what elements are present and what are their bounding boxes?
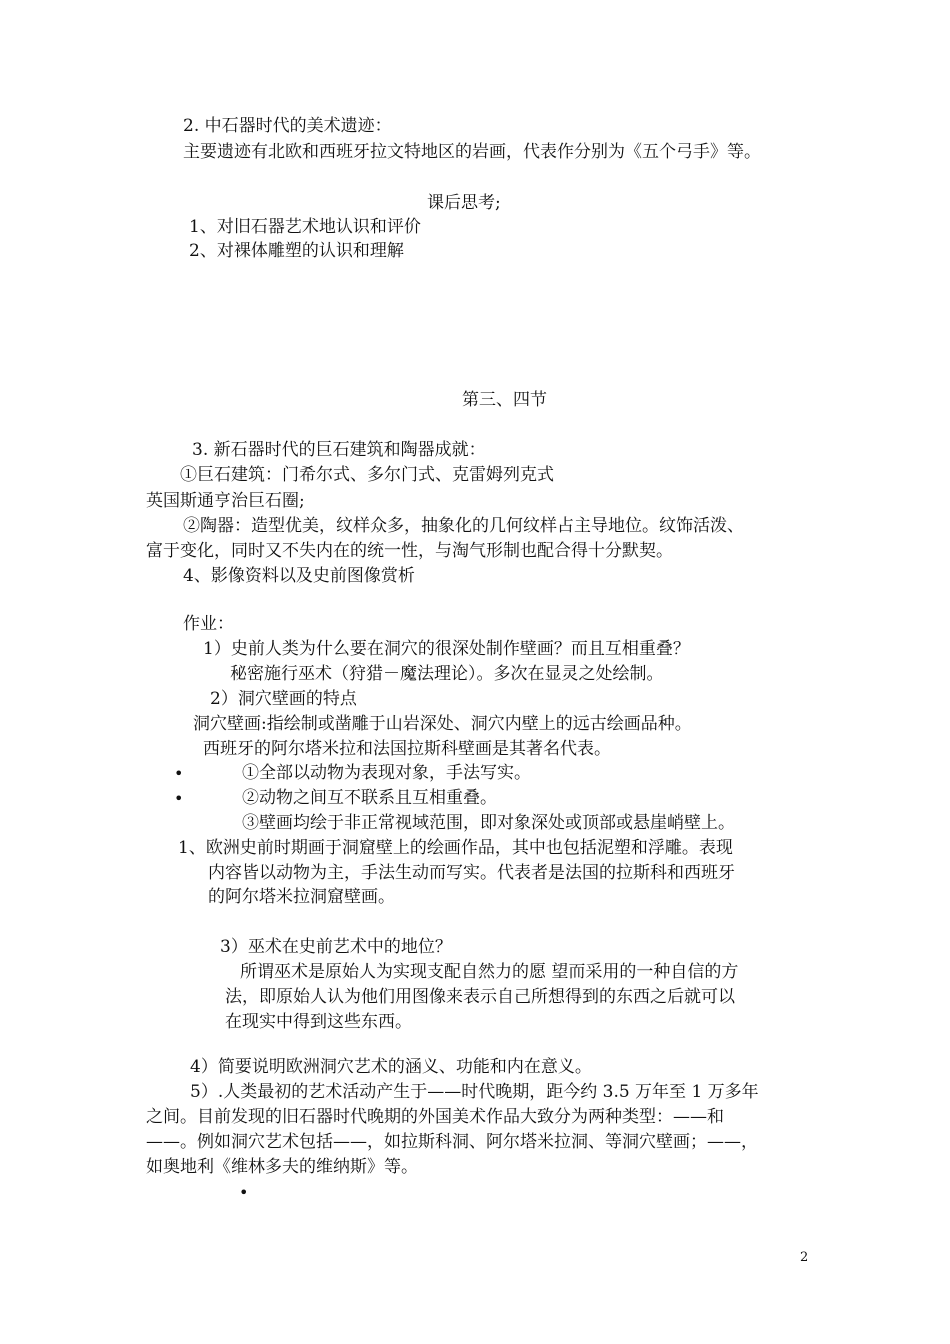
feature-item: ③壁画均绘于非正常视域范围，即对象深处或顶部或悬崖峭壁上。 bbox=[242, 813, 735, 833]
homework-question: 之间。目前发现的旧石器时代晚期的外国美术作品大致分为两种类型：——和 bbox=[146, 1107, 724, 1127]
homework-question: 3）巫术在史前艺术中的地位？ bbox=[220, 937, 452, 957]
europe-line: 1、欧洲史前时期画于洞窟壁上的绘画作品，其中也包括泥塑和浮雕。表现 bbox=[178, 838, 733, 858]
homework-question: 如奥地利《维林多夫的维纳斯》等。 bbox=[146, 1157, 418, 1177]
europe-line: 的阿尔塔米拉洞窟壁画。 bbox=[208, 887, 395, 907]
section-title: 第三、四节 bbox=[462, 390, 547, 410]
europe-line: 内容皆以动物为主，手法生动而写实。代表者是法国的拉斯科和西班牙 bbox=[208, 863, 735, 883]
representative-line: 西班牙的阿尔塔米拉和法国拉斯科壁画是其著名代表。 bbox=[203, 739, 611, 759]
bullet-point: • bbox=[174, 764, 184, 783]
megalith-line: ①巨石建筑：门希尔式、多尔门式、克雷姆列克式 bbox=[180, 465, 554, 485]
homework-answer: 秘密施行巫术（狩猎－魔法理论）。多次在显灵之处绘制。 bbox=[230, 664, 664, 684]
bullet-point: • bbox=[239, 1183, 249, 1202]
homework-question: 4）简要说明欧洲洞穴艺术的涵义、功能和内在意义。 bbox=[190, 1057, 592, 1077]
homework-question: 1）史前人类为什么要在洞穴的很深处制作壁画？而且互相重叠？ bbox=[203, 639, 690, 659]
homework-answer: 法，即原始人认为他们用图像来表示自己所想得到的东西之后就可以 bbox=[225, 987, 735, 1007]
homework-answer: 在现实中得到这些东西。 bbox=[225, 1012, 412, 1032]
homework-answer: 所谓巫术是原始人为实现支配自然力的愿 望而采用的一种自信的方 bbox=[240, 962, 739, 982]
mesolithic-text: 主要遗迹有北欧和西班牙拉文特地区的岩画，代表作分别为《五个弓手》等。 bbox=[183, 142, 761, 162]
homework-question: 2）洞穴壁画的特点 bbox=[210, 689, 357, 709]
item-4: 4、影像资料以及史前图像赏析 bbox=[183, 566, 415, 586]
after-class-title: 课后思考; bbox=[427, 193, 501, 213]
after-class-item: 2、对裸体雕塑的认识和理解 bbox=[189, 241, 404, 261]
megalith-line: 英国斯通亨治巨石圈; bbox=[146, 491, 305, 511]
homework-question: ——。例如洞穴艺术包括——，如拉斯科洞、阿尔塔米拉洞、等洞穴壁画；——， bbox=[146, 1132, 758, 1152]
definition-line: 洞穴壁画:指绘制或凿雕于山岩深处、洞穴内壁上的远古绘画品种。 bbox=[193, 714, 692, 734]
after-class-item: 1、对旧石器艺术地认识和评价 bbox=[189, 217, 421, 237]
page-number: 2 bbox=[800, 1250, 809, 1265]
homework-question: 5）.人类最初的艺术活动产生于——时代晚期，距今约 3.5 万年至 1 万多年 bbox=[190, 1082, 759, 1102]
bullet-point: • bbox=[174, 789, 184, 808]
pottery-line: 富于变化，同时又不失内在的统一性，与淘气形制也配合得十分默契。 bbox=[146, 541, 673, 561]
homework-label: 作业： bbox=[183, 614, 234, 634]
pottery-line: ②陶器：造型优美，纹样众多，抽象化的几何纹样占主导地位。纹饰活泼、 bbox=[183, 516, 744, 536]
feature-item: ②动物之间互不联系且互相重叠。 bbox=[242, 788, 497, 808]
mesolithic-heading: 2. 中石器时代的美术遗迹： bbox=[183, 116, 392, 136]
feature-item: ①全部以动物为表现对象，手法写实。 bbox=[242, 763, 531, 783]
neolithic-heading: 3. 新石器时代的巨石建筑和陶器成就： bbox=[192, 440, 486, 460]
